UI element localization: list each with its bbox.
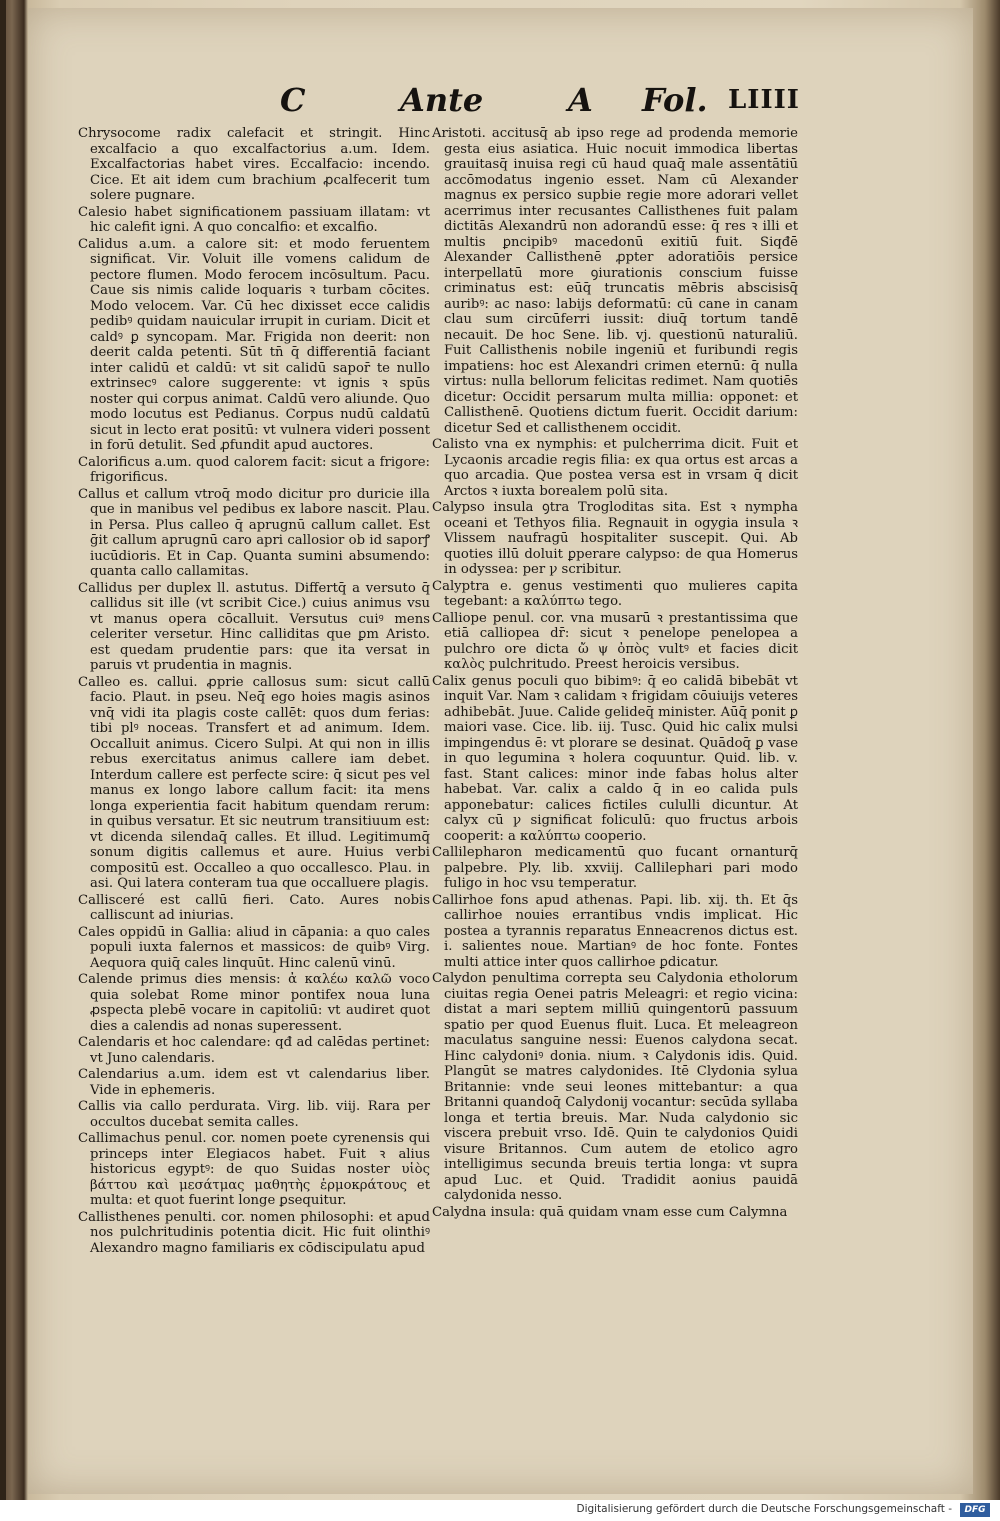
dictionary-entry: Calliope penul. cor. vna musarū ꝛ prestantissima que etiā calliopea dr̄: sicut ꝛ penelope penelopea a pulchro ore dicta ὤ ψ ὀπὸς vultꝰ et facies dicit καλὸς pulchritudo. Preest heroicis versibus. bbox=[432, 610, 798, 672]
dictionary-entry: Calesio habet significationem passiuam illatam: vt hic calefit igni. A quo concalfio: et excalfio. bbox=[78, 204, 430, 235]
dictionary-entry: Calyptra e. genus vestimenti quo mulieres capita tegebant: a καλύπτω tego. bbox=[432, 578, 798, 609]
dictionary-entry: Callilepharon medicamentū quo fucant ornanturq̄ palpebre. Ply. lib. xxviij. Callilephari pari modo fuligo in hoc vsu temperatur. bbox=[432, 845, 798, 891]
digitization-footer bbox=[0, 1500, 1000, 1521]
dictionary-entry: Callisthenes penulti. cor. nomen philosophi: et apud nos pulchritudinis potentia dicit. Hic fuit olinthiꝰ Alexandro magno familiaris ex cōdiscipulatu apud bbox=[78, 1209, 430, 1256]
running-head-letter-right: A bbox=[568, 81, 593, 119]
dictionary-entry: Calix genus poculi quo bibimꝰ: q̄ eo calidā bibebāt vt inquit Var. Nam ꝛ calidam ꝛ frigidam cōuiuijs veteres adhibebāt. Juue. Calide gelideq̄ minister. Aūq̄ ponit ꝑ maiori vase. Cice. lib. iij. Tusc. Quid hic calix mulsi impingendus ē: vt plorare se desinat. Quādoq̄ ꝑ vase in quo legumina ꝛ holera coquuntur. Quid. lib. v. fast. Stant calices: minor inde fabas holus alter habebat. Var. calix a caldo q̄ in eo calida puls apponebatur: calices fictiles cululli dicuntur. At calyx cū ꝩ significat foliculū: quo fructus arbois cooperit: a καλύπτω cooperio. bbox=[432, 673, 798, 844]
dictionary-entry: Cales oppidū in Gallia: aliud in cāpania: a quo cales populi iuxta falernos et massicos: de quibꝰ Virg. Aequora quiq̄ cales linquūt. Hinc calenū vinū. bbox=[78, 924, 430, 971]
dictionary-entry: Calisto vna ex nymphis: et pulcherrima dicit. Fuit et Lycaonis arcadie regis filia: ex qua ortus est arcas a quo arcadia. Que postea versa est in vrsam q̄ dicit Arctos ꝛ iuxta borealem polū sita. bbox=[432, 437, 798, 499]
dictionary-entry: Calendaris et hoc calendare: qđ ad calēdas pertinet: vt Juno calendaris. bbox=[78, 1035, 430, 1066]
dictionary-entry: Calendarius a.um. idem est vt calendarius liber. Vide in ephemeris. bbox=[78, 1067, 430, 1098]
left-text-column bbox=[78, 126, 430, 1256]
binding-edge bbox=[0, 0, 6, 1500]
dictionary-entry: Callidus per duplex ll. astutus. Differtq̄ a versuto q̄ callidus sit ille (vt scribit Cice.) cuius animus vsu vt manus opera cōcalluit. Versutus cuiꝰ mens celeriter versetur. Hinc calliditas que ꝑm Aristo. est quedam prudentie pars: que ita versat in paruis vt prudentia in magnis. bbox=[78, 580, 430, 673]
dictionary-entry: Calypso insula ꝯtra Trogloditas sita. Est ꝛ nympha oceani et Tethyos filia. Regnauit in ogygia insula ꝛ Vlissem naufragū hospitaliter suscepit. Qui. Ab quoties illū doluit ꝑperare calypso: de qua Homerus in odyssea: per ꝩ scribitur. bbox=[432, 500, 798, 577]
right-text-column bbox=[432, 126, 798, 1220]
dictionary-entry: Callus et callum vtroq̄ modo dicitur pro duricie illa que in manibus vel pedibus ex labore nascit. Plau. in Persa. Plus calleo q̄ aprugnū callum callet. Est ḡit callum aprugnū caro apri callosior ob id saporꝭ iucūdioris. Et in Cap. Quanta sumini absumendo: quanta callo callamitas. bbox=[78, 486, 430, 579]
dictionary-entry: Calorificus a.um. quod calorem facit: sicut a frigore: frigorificus. bbox=[78, 454, 430, 485]
running-head-fol: Fol. bbox=[642, 81, 708, 119]
folio-number: LIIII bbox=[728, 85, 800, 115]
dictionary-entry: Callirhoe fons apud athenas. Papi. lib. xij. th. Et q̄s callirhoe nouies errantibus vndis implicat. Hic postea a tyrannis reparatus Enneacrenos dictus est. i. salientes noue. Martianꝰ de hoc fonte. Fontes multi attice inter quos callirhoe ꝑdicatur. bbox=[432, 892, 798, 970]
dictionary-entry: Calende primus dies mensis: ἀ καλέω καλῶ voco quia solebat Rome minor pontifex noua luna ꝓspecta plebē vocare in capitoliū: vt audiret quot dies a calendis ad nonas superessent. bbox=[78, 972, 430, 1034]
dictionary-entry: Callis via callo perdurata. Virg. lib. viij. Rara per occultos ducebat semita calles. bbox=[78, 1099, 430, 1130]
dictionary-entry: Calidus a.um. a calore sit: et modo feruentem significat. Vir. Voluit ille vomens calidum de pectore flumen. Modo ferocem incōsultum. Pacu. Caue sis nimis calide loquaris ꝛ turbam cōcites. Modo velocem. Var. Cū hec dixisset ecce calidis pedibꝰ quidam nauicular irrupit in curiam. Dicit et caldꝰ ꝑ syncopam. Mar. Frigida non deerit: non deerit calda petenti. Sūt tn̄ q̄ differentiā faciant inter calidū et caldū: vt sit calidū sapor̄ te nullo extrinsecꝰ calore suggerente: vt ignis ꝛ spūs noster qui corpus animat. Caldū vero aliunde. Quo modo locutus est Pedianus. Corpus nudū caldatū sicut in lecto erat positū: vt vulnera videri possent in forū detulit. Sed ꝓfundit apud auctores. bbox=[78, 236, 430, 453]
dictionary-entry: Callimachus penul. cor. nomen poete cyrenensis qui princeps inter Elegiacos habet. Fuit ꝛ alius historicus egyptꝰ: de quo Suidas noster υἱὸς βάττου καὶ μεσάτμας μαθητὴς ἑρμοκράτους et multa: et quot fuerint longe ꝑsequitur. bbox=[78, 1131, 430, 1208]
dictionary-entry: Callisceré est callū fieri. Cato. Aures nobis calliscunt ad iniurias. bbox=[78, 892, 430, 923]
dictionary-entry: Chrysocome radix calefacit et stringit. Hinc excalfacio a quo excalfactorius a.um. Idem. Excalfactorias habet vires. Eccalfacio: incendo. Cice. Et ait idem cum brachium ꝓcalfecerit tum solere pugnare. bbox=[78, 126, 430, 203]
funding-credit: Digitalisierung gefördert durch die Deutsche Forschungsgemeinschaft - bbox=[576, 1503, 952, 1515]
running-head bbox=[270, 80, 830, 124]
dictionary-entry: Calydon penultima correpta seu Calydonia etholorum ciuitas regia Oenei patris Meleagri: et regio vicina: distat a mari septem milliū quingentorū passuum spatio per quod Euenus fluit. Luca. Et meleagreon maculatus sanguine nessi: Euenos calydona secat. Hinc calydoniꝰ donia. nium. ꝛ Calydonis idis. Quid. Plangūt se matres calydonides. Itē Clydonia sylua Britannie: vnde seui leones mittebantur: a qua Britanni quandoq̄ Calydonij vocantur: secūda syllaba longa et tertia breuis. Mar. Nuda calydonio sic viscera prebuit vrso. Idē. Quin te calydonios Quidi visure Britannos. Cum autem de etolico agro intelligimus secunda breuis tertia longa: vt supra apud Luc. et Quid. Tradidit aonius pauidā calydonida nesso. bbox=[432, 971, 798, 1203]
dictionary-entry: Calydna insula: quā quidam vnam esse cum Calymna bbox=[432, 1204, 788, 1220]
running-head-letter-left: C bbox=[280, 81, 306, 119]
dictionary-entry: Aristoti. accitusq̄ ab ipso rege ad prodenda memorie gesta eius asiatica. Huic nocuit immodica libertas grauitasq̄ inuisa regi cū haud quaq̄ male assentātiū accōmodatus ingenio esset. Nam cū Alexander magnus ex persico supbie regie more adorari vellet acerrimus inter recusantes Callisthenes fuit palam dictitās Alexandrū non adorandū esse: q̄ res ꝛ illi et multis ꝑncipibꝰ macedonū exitiū fuit. Siqđē Alexander Callisthenē ꝓpter adoratiōis persice interpellatū more ꝯiurationis conscium fuisse criminatus est: eūq̄ truncatis mēbris abscisisq̄ auribꝰ: ac naso: labijs deformatū: cū cane in canam clau sum circūferri iussit: diuq̄ tortum tandē necauit. De hoc Sene. lib. vj. questionū naturaliū. Fuit Callisthenis nobile ingeniū et furibundi regis impatiens: hoc est Alexandri crimen eternū: q̄ nulla virtus: nulla bellorum felicitas redimet. Nam quotiēs dicetur: Occidit persarum multa millia: opponet: et Callisthenē. Quotiens dictum fuerit. Occidit darium: dicetur Sed et callisthenem occidit. bbox=[432, 126, 798, 436]
running-head-word: Ante bbox=[400, 81, 484, 119]
dfg-logo: DFG bbox=[960, 1503, 990, 1517]
dictionary-entry: Calleo es. callui. ꝓprie callosus sum: sicut callū facio. Plaut. in pseu. Neq̄ ego hoies magis asinos vnq̄ vidi ita plagis coste callēt: quos dum ferias: tibi plꝰ noceas. Transfert et ad animum. Idem. Occalluit animus. Cicero Sulpi. At qui non in illis rebus exercitatus animus callere iam debet. Interdum callere est perfecte scire: q̄ sicut pes vel manus ex longo labore callum facit: ita mens longa experientia facit habitum quendam rerum: in quibus versatur. Et sic neutrum transitiuum est: vt dicenda silendaq̄ calles. Et illud. Legitimumq̄ sonum digitis callemus et aure. Huius verbi compositū est. Occalleo a quo occallesco. Plau. in asi. Qui latera conteram tua que occalluere plagis. bbox=[78, 674, 430, 891]
